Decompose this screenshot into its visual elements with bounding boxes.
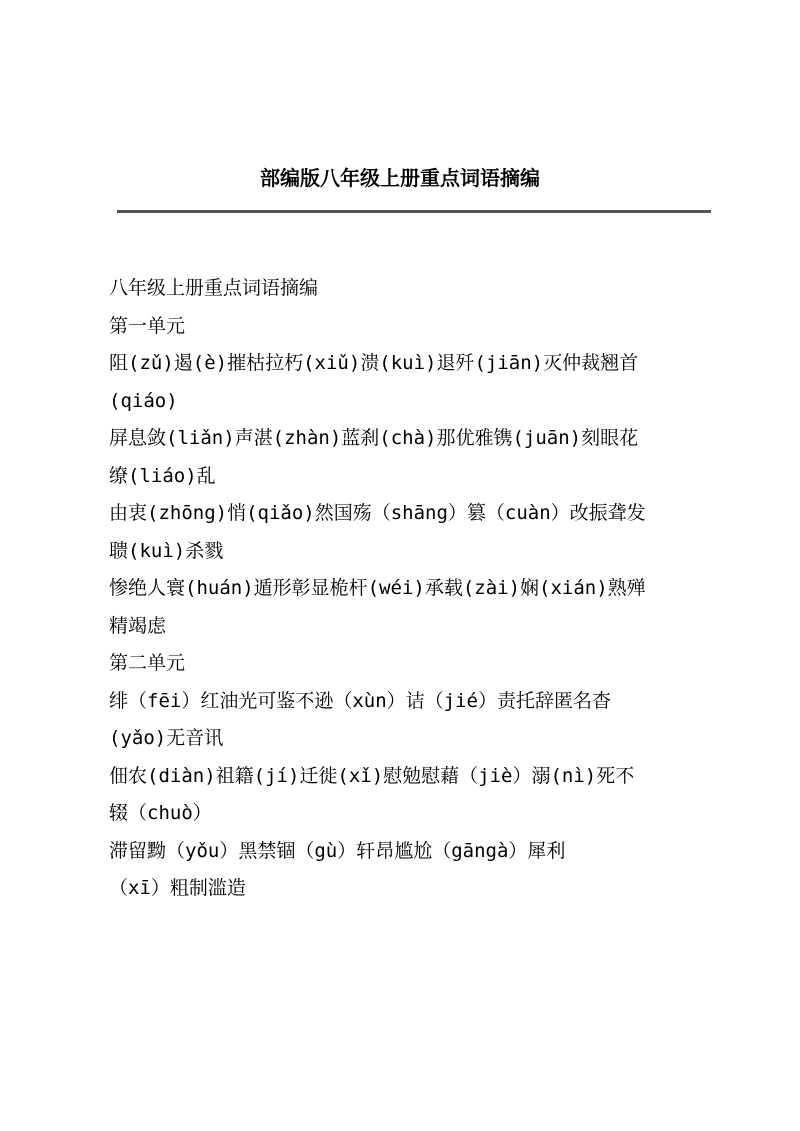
vocab-line: 由衷(zhōng)悄(qiǎo)然国殇（shāng）篡（cuàn）改振聋发 [109,502,646,524]
vocab-line: 佃农(diàn)祖籍(jí)迁徙(xǐ)慰勉慰藉（jiè）溺(nì)死不 [109,764,635,787]
unit-heading-1: 第一单元 [109,314,186,337]
title-divider [117,210,711,213]
unit-heading-2: 第二单元 [109,652,186,674]
vocab-line: 缭(liáo)乱 [109,464,216,487]
vocab-line: (qiáo) [109,389,178,412]
vocab-line: (yǎo)无音讯 [109,727,224,749]
page-title: 部编版八年级上册重点词语摘编 [260,166,540,190]
document-body [109,270,709,908]
vocab-line: 屏息敛(liǎn)声湛(zhàn)蓝刹(chà)那优雅镌(juān)刻眼花 [109,427,639,449]
vocab-line: 滞留黝（yǒu）黑禁锢（gù）轩昂尴尬（gāngà）犀利 [109,839,566,862]
vocab-line: 聩(kuì)杀戮 [109,539,224,562]
vocab-line: 绯（fēi）红油光可鉴不逊（xùn）诘（jié）责托辞匿名杳 [109,689,611,712]
vocab-line: （xī）粗制滥造 [109,877,246,899]
vocab-line: 辍（chuò） [109,802,212,824]
section-heading: 八年级上册重点词语摘编 [109,277,319,299]
vocab-line: 阻(zǔ)遏(è)摧枯拉朽(xiǔ)溃(kuì)退歼(jiān)灭仲裁翘首 [109,352,639,374]
vocab-line: 精竭虑 [109,614,167,637]
vocab-line: 惨绝人寰(huán)遁形彰显桅杆(wéi)承载(zài)娴(xián)熟殚 [109,577,646,599]
